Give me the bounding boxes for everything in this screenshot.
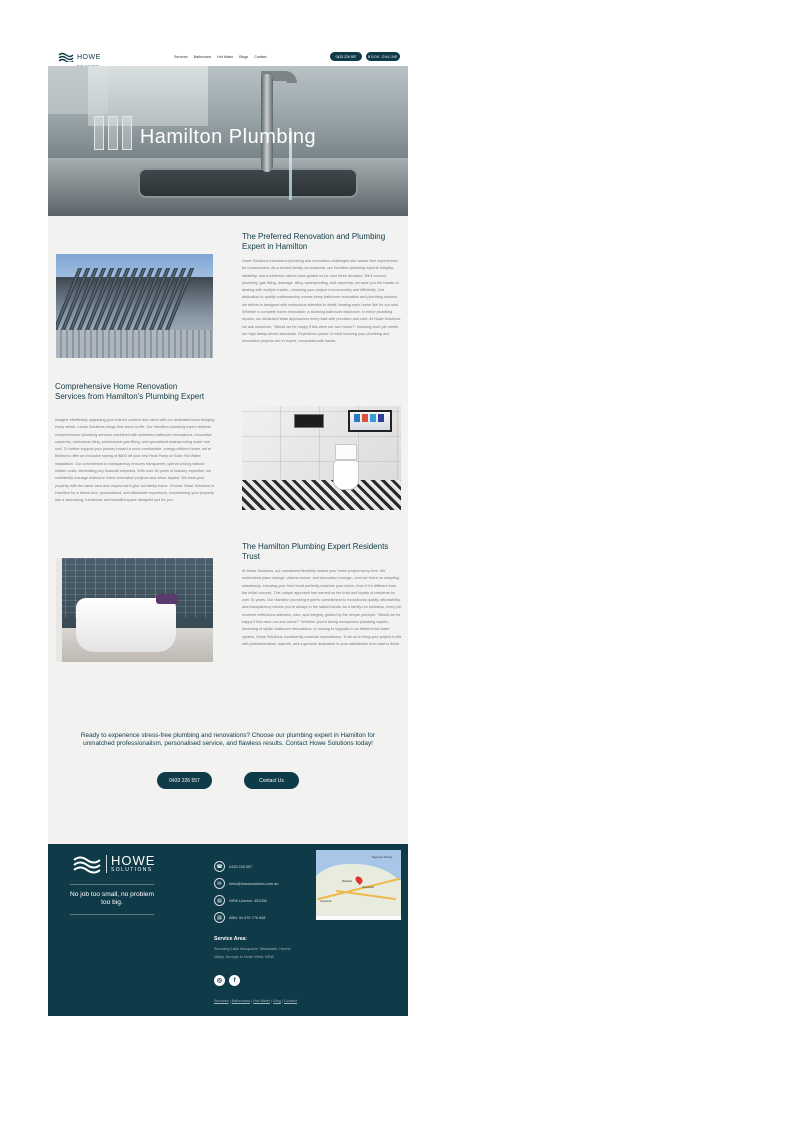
section-1-title: The Preferred Renovation and Plumbing Expert in Hamilton	[242, 232, 386, 251]
hero-sink	[138, 168, 358, 198]
footer-logo-word: HOWE	[111, 853, 156, 868]
footer-link-contact[interactable]: Contact	[283, 999, 298, 1003]
nav-hot-water[interactable]: Hot Water	[217, 55, 234, 59]
section-3-title: The Hamilton Plumbing Expert Residents Trust	[242, 542, 389, 561]
bathroom-toilet-image	[242, 406, 401, 510]
phone-icon: ☎	[214, 861, 225, 872]
footer-link-hot-water[interactable]: Hot Water	[253, 999, 271, 1003]
logo-word: HOWE	[77, 54, 101, 61]
main-content	[48, 216, 408, 844]
footer-licence-text: NSW Licence: 451030	[229, 898, 267, 903]
nav-contact[interactable]: Contact	[254, 55, 267, 59]
footer-wordmark	[106, 855, 155, 873]
footer-logo[interactable]	[72, 854, 155, 874]
logo-wordmark	[77, 46, 101, 68]
main-nav	[174, 48, 267, 66]
cta-contact-button[interactable]: Contact Us	[244, 772, 299, 789]
instagram-icon[interactable]: ◎	[214, 975, 225, 986]
nav-bathrooms[interactable]: Bathrooms	[193, 55, 212, 59]
license-icon: ▤	[214, 895, 225, 906]
cta-phone-button[interactable]: 0433 226 557	[157, 772, 212, 789]
waves-logo-icon	[58, 52, 74, 62]
waves-logo-icon	[72, 854, 102, 874]
section-1-body: Howe Solutions transforms plumbing and renovation challenges into hassle-free experiences for homeowners. As a trusted family-run business, our Hamilton plumbing experts integrity, reliability, and excellence-valued have guided us for over three decades. We'll convert plumbing, gas fitting, drainage, tiling, waterproofing, and carpentry, we save you the hassle of dealing with multiple trades—ensuring your project runs smoothly and efficiently. Our dedication to quality craftsmanship means every bathroom renovation and plumbing solution we deliver is designed with meticulous attention to detail, treating each home like it's our own. Whether a complete home renovation, a stunning bathroom makeover, or minor plumbing repairs, our dedicated team approaches every task with precision and care. At Howe Solutions, we ask ourselves, "Would we be happy if this were our own home?" ensuring each job meets our high family-driven standards. Experience peace of mind knowing your plumbing and renovation projects are in expert, compassionate hands.	[242, 259, 402, 344]
section-2-body: Imagine effortlessly upgrading your home's comfort and value with our dedicated team bringing every detail—Howe Solutions brings that vision to life. Our Hamilton plumbing expert delivers comprehensive plumbing services combined with seamless bathroom renovations, innovative carpentry, meticulous tiling, professional gas fitting, and specialised waterproofing under one roof. To further support your journey toward a more comfortable, energy-efficient home, we're thrilled to offer an exclusive saving of $600 off your new Heat Pump or Solar Hot Water installation. Our commitment to transparency ensures transparent, upfront pricing without hidden costs, eliminating any financial surprises. With over 30 years of industry expertise, we confidently manage extensive home renovation projects and minor repairs. We treat your property with the same care and respect we'd give our family home. Choose Howe Solutions in Hamilton for a stress-free, personalised, and affordable experience, transforming your property into a welcoming, functional, and beautiful space designed just for you.	[55, 418, 215, 503]
cta-text: Ready to experience stress-free plumbing and renovations? Choose our plumbing expert in Hamilton for unmatched professionalism, personalised service, and flawless results. Contact Howe Solutions today!	[80, 732, 376, 748]
footer-logo-sub: SOLUTIONS	[111, 867, 153, 873]
footer-tagline: No job too small, no problem too big.	[70, 891, 154, 906]
map-label: Cessnock	[320, 900, 332, 903]
hero-banner	[48, 66, 408, 216]
site-header	[48, 48, 408, 66]
nav-blogs[interactable]: Blogs	[239, 55, 249, 59]
abn-icon: ▤	[214, 912, 225, 923]
page	[48, 48, 408, 1016]
map-label: Newcastle	[362, 886, 374, 889]
footer-abn-text: ABN: 94 675 776 608	[229, 915, 266, 920]
footer-link-bathrooms[interactable]: Bathrooms	[231, 999, 251, 1003]
freestanding-bath-image	[56, 558, 213, 662]
footer-phone-text: 0433 226 557	[229, 864, 253, 869]
service-area-text: Servicing Lake Macquarie, Newcastle, Hunter Valley, through to North West, NSW	[214, 947, 291, 959]
section-2-title: Comprehensive Home Renovation Services from Hamilton's Plumbing Expert	[55, 382, 205, 401]
mail-icon: ✉	[214, 878, 225, 889]
service-area-title: Service Area:	[214, 936, 247, 942]
hero-faucet	[261, 74, 273, 172]
footer-licence	[214, 895, 267, 906]
solar-hot-water-image	[56, 254, 213, 358]
footer-divider	[70, 884, 154, 885]
hero-window	[88, 66, 208, 126]
footer-divider	[70, 914, 154, 915]
footer-link-services[interactable]: Services	[214, 999, 229, 1003]
nav-services[interactable]: Services	[174, 55, 188, 59]
footer-link-blog[interactable]: Blog	[273, 999, 281, 1003]
section-3-body: At Howe Solutions, our unmatched flexibility makes your home project worry-free. We understand plans change, visions evolve, and renovation emerge—and we thrive on adapting seamlessly, ensuring your final result perfectly matches your vision, even if it's different from the initial concept. This unique approach has earned us the trust and loyalty of residents for over 30 years. Our Hamilton plumbing expert's commitment to exceptional quality, affordability, and transparency means you're always in the safest hands. As a family-run business, every job receives meticulous attention, care, and integrity, guided by the simple principle: "Would we be happy if this were our own home?" Whether you're facing unexpected plumbing repairs, dreaming of stylish bathroom renovations, or looking to upgrade to an efficient hot water system, Howe Solutions consistently exceeds expectations. Trust us to bring your project to life with professionalism, warmth, and a genuine dedication to your satisfaction from start to finish.	[242, 569, 402, 646]
map-label: Maitland	[342, 880, 352, 883]
map-label: Raymond Terrace	[372, 856, 393, 859]
footer-phone[interactable]	[214, 861, 252, 872]
hero-title: Hamilton Plumbing	[139, 126, 317, 148]
book-online-button[interactable]: BOOK ONLINE	[366, 52, 400, 61]
footer-abn	[214, 912, 265, 923]
footer-email[interactable]	[214, 878, 278, 889]
logo[interactable]	[58, 46, 101, 68]
header-phone-button[interactable]: 0433 226 557	[330, 52, 362, 61]
footer-email-text: hello@howesolutions.com.au	[229, 881, 279, 886]
footer-links: Services | Bathrooms | Hot Water | Blog | Contact	[214, 999, 298, 1003]
service-area-map[interactable]	[316, 850, 401, 920]
site-footer	[48, 844, 408, 1016]
facebook-icon[interactable]: f	[229, 975, 240, 986]
header-buttons	[330, 52, 400, 61]
